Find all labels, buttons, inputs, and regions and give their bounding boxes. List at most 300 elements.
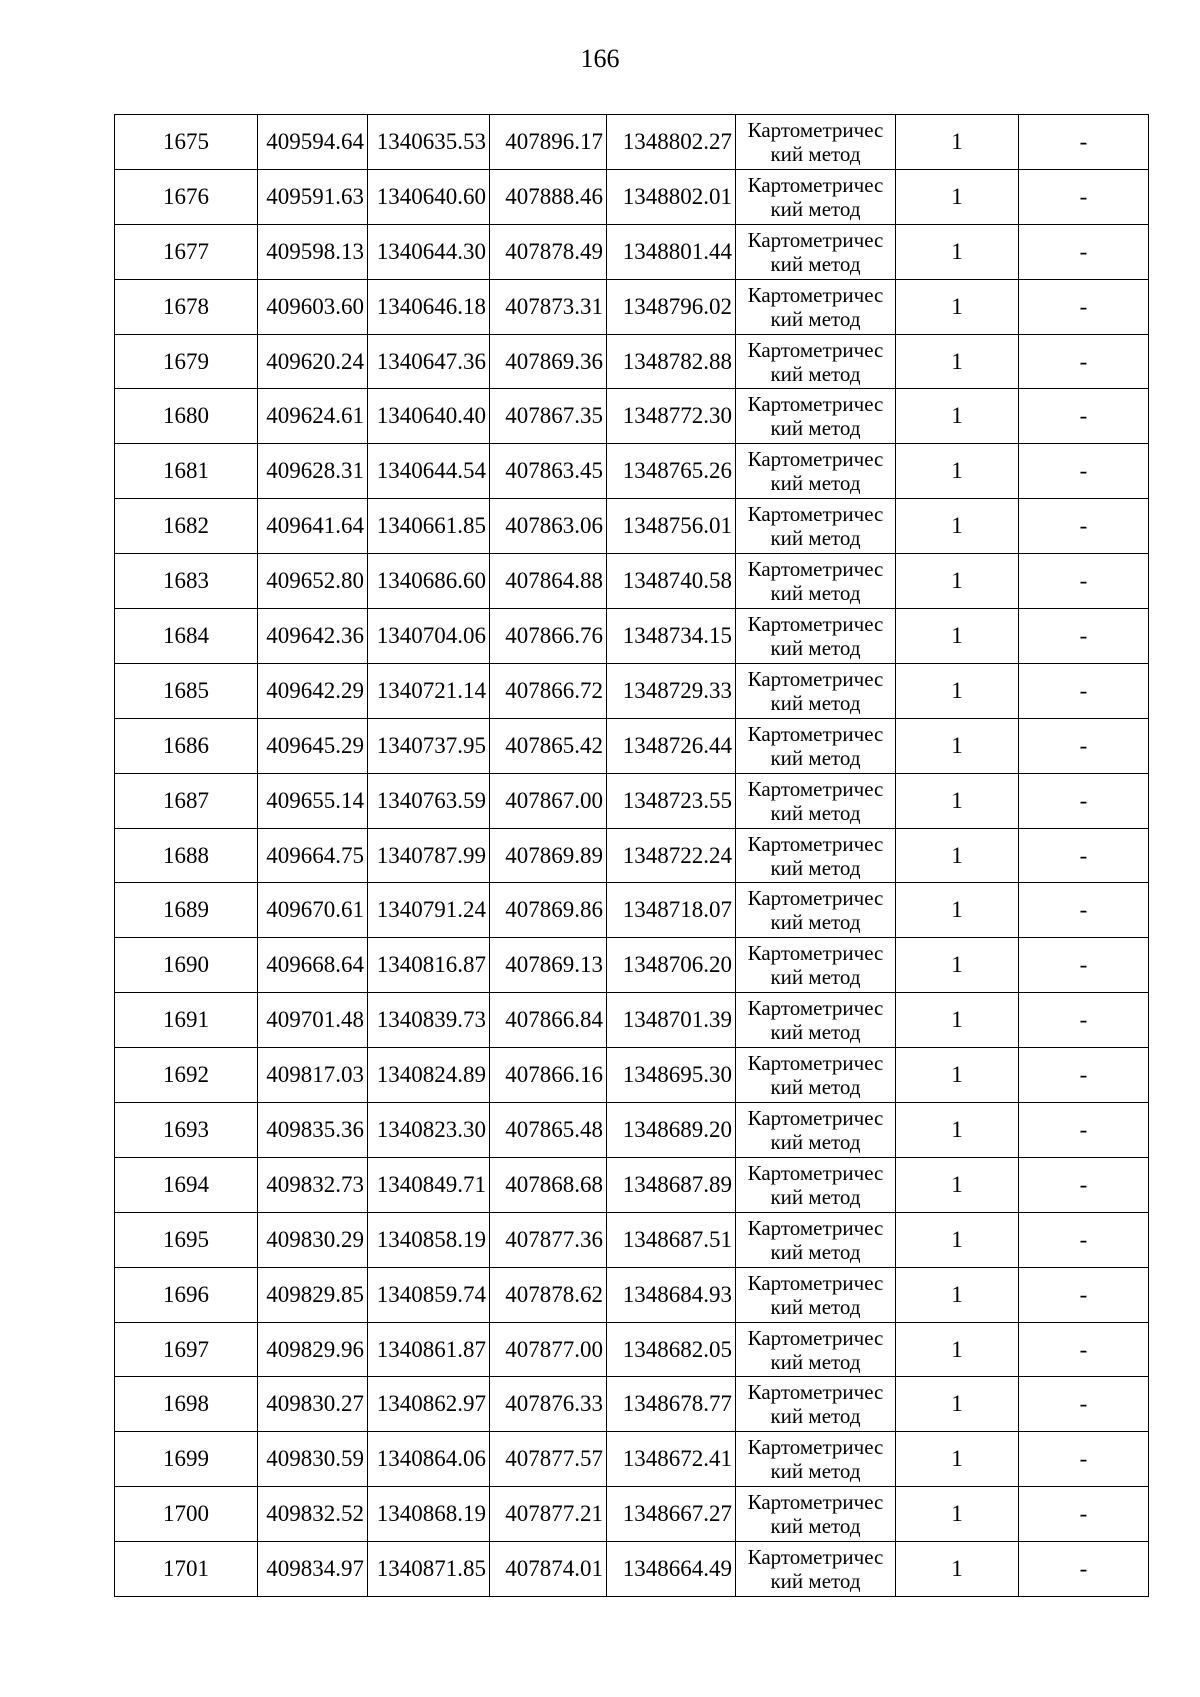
value-cell: 1 bbox=[896, 1487, 1019, 1542]
point-number-cell: 1679 bbox=[115, 334, 258, 389]
method-text-line2: кий метод bbox=[770, 1514, 861, 1539]
method-text-line2: кий метод bbox=[770, 416, 861, 441]
note-cell: - bbox=[1019, 1212, 1149, 1267]
method-text-line1: Картометричес bbox=[747, 1051, 884, 1076]
method-text-line1: Картометричес bbox=[747, 1215, 884, 1240]
method-text-line2: кий метод bbox=[770, 800, 861, 825]
point-number-cell: 1688 bbox=[115, 828, 258, 883]
table-row bbox=[115, 773, 1149, 828]
y2-coordinate-cell: 1348682.05 bbox=[607, 1322, 736, 1377]
note-cell: - bbox=[1019, 993, 1149, 1048]
method-cell bbox=[736, 224, 896, 279]
table-row bbox=[115, 499, 1149, 554]
y2-coordinate-cell: 1348687.89 bbox=[607, 1157, 736, 1212]
x1-coordinate-cell: 409670.61 bbox=[258, 883, 368, 938]
note-cell: - bbox=[1019, 499, 1149, 554]
method-text-line2: кий метод bbox=[770, 1020, 861, 1045]
point-number-cell: 1689 bbox=[115, 883, 258, 938]
point-number-cell: 1700 bbox=[115, 1487, 258, 1542]
method-cell bbox=[736, 1487, 896, 1542]
x2-coordinate-cell: 407873.31 bbox=[490, 279, 607, 334]
x1-coordinate-cell: 409701.48 bbox=[258, 993, 368, 1048]
method-text-line1: Картометричес bbox=[747, 1325, 884, 1350]
coordinates-table bbox=[114, 114, 1149, 1597]
y2-coordinate-cell: 1348740.58 bbox=[607, 554, 736, 609]
value-cell: 1 bbox=[896, 499, 1019, 554]
x1-coordinate-cell: 409832.52 bbox=[258, 1487, 368, 1542]
method-text-line2: кий метод bbox=[770, 690, 861, 715]
method-text-line1: Картометричес bbox=[747, 1545, 884, 1570]
point-number-cell: 1694 bbox=[115, 1157, 258, 1212]
point-number-cell: 1699 bbox=[115, 1432, 258, 1487]
y1-coordinate-cell: 1340737.95 bbox=[368, 718, 490, 773]
method-text-line2: кий метод bbox=[770, 1075, 861, 1100]
method-text-line1: Картометричес bbox=[747, 282, 884, 307]
method-cell bbox=[736, 828, 896, 883]
method-text-line2: кий метод bbox=[770, 1349, 861, 1374]
note-cell: - bbox=[1019, 1432, 1149, 1487]
x1-coordinate-cell: 409598.13 bbox=[258, 224, 368, 279]
y1-coordinate-cell: 1340644.30 bbox=[368, 224, 490, 279]
point-number-cell: 1681 bbox=[115, 444, 258, 499]
table-row bbox=[115, 883, 1149, 938]
note-cell: - bbox=[1019, 773, 1149, 828]
x2-coordinate-cell: 407877.00 bbox=[490, 1322, 607, 1377]
point-number-cell: 1680 bbox=[115, 389, 258, 444]
table-row bbox=[115, 1377, 1149, 1432]
method-cell bbox=[736, 169, 896, 224]
table-row bbox=[115, 1103, 1149, 1158]
y1-coordinate-cell: 1340646.18 bbox=[368, 279, 490, 334]
method-cell bbox=[736, 938, 896, 993]
method-cell bbox=[736, 1322, 896, 1377]
x1-coordinate-cell: 409642.29 bbox=[258, 663, 368, 718]
method-text-line2: кий метод bbox=[770, 1294, 861, 1319]
point-number-cell: 1678 bbox=[115, 279, 258, 334]
y1-coordinate-cell: 1340849.71 bbox=[368, 1157, 490, 1212]
method-text-line2: кий метод bbox=[770, 635, 861, 660]
note-cell: - bbox=[1019, 1487, 1149, 1542]
y1-coordinate-cell: 1340816.87 bbox=[368, 938, 490, 993]
point-number-cell: 1690 bbox=[115, 938, 258, 993]
value-cell: 1 bbox=[896, 444, 1019, 499]
y1-coordinate-cell: 1340644.54 bbox=[368, 444, 490, 499]
value-cell: 1 bbox=[896, 993, 1019, 1048]
y2-coordinate-cell: 1348706.20 bbox=[607, 938, 736, 993]
y2-coordinate-cell: 1348664.49 bbox=[607, 1542, 736, 1597]
method-text-line2: кий метод bbox=[770, 855, 861, 880]
x2-coordinate-cell: 407876.33 bbox=[490, 1377, 607, 1432]
point-number-cell: 1691 bbox=[115, 993, 258, 1048]
y2-coordinate-cell: 1348756.01 bbox=[607, 499, 736, 554]
table-row bbox=[115, 828, 1149, 883]
method-text-line1: Картометричес bbox=[747, 1435, 884, 1460]
value-cell: 1 bbox=[896, 279, 1019, 334]
y1-coordinate-cell: 1340661.85 bbox=[368, 499, 490, 554]
x2-coordinate-cell: 407877.36 bbox=[490, 1212, 607, 1267]
method-text-line2: кий метод bbox=[770, 910, 861, 935]
x1-coordinate-cell: 409829.96 bbox=[258, 1322, 368, 1377]
x2-coordinate-cell: 407874.01 bbox=[490, 1542, 607, 1597]
table-row bbox=[115, 115, 1149, 170]
method-text-line1: Картометричес bbox=[747, 1160, 884, 1185]
method-cell bbox=[736, 1267, 896, 1322]
table-row bbox=[115, 938, 1149, 993]
y2-coordinate-cell: 1348687.51 bbox=[607, 1212, 736, 1267]
y1-coordinate-cell: 1340686.60 bbox=[368, 554, 490, 609]
method-text-line2: кий метод bbox=[770, 1459, 861, 1484]
value-cell: 1 bbox=[896, 1048, 1019, 1103]
x1-coordinate-cell: 409830.59 bbox=[258, 1432, 368, 1487]
y1-coordinate-cell: 1340861.87 bbox=[368, 1322, 490, 1377]
method-text-line2: кий метод bbox=[770, 526, 861, 551]
method-cell bbox=[736, 773, 896, 828]
y1-coordinate-cell: 1340763.59 bbox=[368, 773, 490, 828]
x1-coordinate-cell: 409668.64 bbox=[258, 938, 368, 993]
x2-coordinate-cell: 407866.76 bbox=[490, 609, 607, 664]
x2-coordinate-cell: 407865.42 bbox=[490, 718, 607, 773]
value-cell: 1 bbox=[896, 1267, 1019, 1322]
method-cell bbox=[736, 1542, 896, 1597]
x1-coordinate-cell: 409652.80 bbox=[258, 554, 368, 609]
value-cell: 1 bbox=[896, 1542, 1019, 1597]
point-number-cell: 1676 bbox=[115, 169, 258, 224]
method-text-line2: кий метод bbox=[770, 965, 861, 990]
point-number-cell: 1685 bbox=[115, 663, 258, 718]
y1-coordinate-cell: 1340858.19 bbox=[368, 1212, 490, 1267]
table-row bbox=[115, 1212, 1149, 1267]
x1-coordinate-cell: 409829.85 bbox=[258, 1267, 368, 1322]
value-cell: 1 bbox=[896, 224, 1019, 279]
note-cell: - bbox=[1019, 883, 1149, 938]
x2-coordinate-cell: 407866.72 bbox=[490, 663, 607, 718]
y1-coordinate-cell: 1340859.74 bbox=[368, 1267, 490, 1322]
note-cell: - bbox=[1019, 1157, 1149, 1212]
y1-coordinate-cell: 1340868.19 bbox=[368, 1487, 490, 1542]
table-row bbox=[115, 389, 1149, 444]
point-number-cell: 1697 bbox=[115, 1322, 258, 1377]
table-row bbox=[115, 1048, 1149, 1103]
note-cell: - bbox=[1019, 1267, 1149, 1322]
note-cell: - bbox=[1019, 279, 1149, 334]
method-text-line2: кий метод bbox=[770, 251, 861, 276]
y1-coordinate-cell: 1340839.73 bbox=[368, 993, 490, 1048]
x2-coordinate-cell: 407878.49 bbox=[490, 224, 607, 279]
note-cell: - bbox=[1019, 115, 1149, 170]
y2-coordinate-cell: 1348796.02 bbox=[607, 279, 736, 334]
y1-coordinate-cell: 1340791.24 bbox=[368, 883, 490, 938]
method-text-line1: Картометричес bbox=[747, 117, 884, 142]
method-cell bbox=[736, 115, 896, 170]
note-cell: - bbox=[1019, 1103, 1149, 1158]
note-cell: - bbox=[1019, 389, 1149, 444]
method-text-line1: Картометричес bbox=[747, 1490, 884, 1515]
method-text-line1: Картометричес bbox=[747, 172, 884, 197]
x2-coordinate-cell: 407865.48 bbox=[490, 1103, 607, 1158]
x1-coordinate-cell: 409642.36 bbox=[258, 609, 368, 664]
x1-coordinate-cell: 409834.97 bbox=[258, 1542, 368, 1597]
table-row bbox=[115, 1487, 1149, 1542]
method-cell bbox=[736, 389, 896, 444]
y1-coordinate-cell: 1340871.85 bbox=[368, 1542, 490, 1597]
note-cell: - bbox=[1019, 828, 1149, 883]
table-row bbox=[115, 1157, 1149, 1212]
y2-coordinate-cell: 1348802.27 bbox=[607, 115, 736, 170]
x1-coordinate-cell: 409664.75 bbox=[258, 828, 368, 883]
x1-coordinate-cell: 409603.60 bbox=[258, 279, 368, 334]
y2-coordinate-cell: 1348772.30 bbox=[607, 389, 736, 444]
y2-coordinate-cell: 1348684.93 bbox=[607, 1267, 736, 1322]
y1-coordinate-cell: 1340647.36 bbox=[368, 334, 490, 389]
y1-coordinate-cell: 1340704.06 bbox=[368, 609, 490, 664]
x2-coordinate-cell: 407867.00 bbox=[490, 773, 607, 828]
y1-coordinate-cell: 1340864.06 bbox=[368, 1432, 490, 1487]
method-text-line1: Картометричес bbox=[747, 831, 884, 856]
method-text-line2: кий метод bbox=[770, 581, 861, 606]
method-text-line2: кий метод bbox=[770, 361, 861, 386]
note-cell: - bbox=[1019, 444, 1149, 499]
note-cell: - bbox=[1019, 334, 1149, 389]
x1-coordinate-cell: 409645.29 bbox=[258, 718, 368, 773]
point-number-cell: 1683 bbox=[115, 554, 258, 609]
y2-coordinate-cell: 1348667.27 bbox=[607, 1487, 736, 1542]
y1-coordinate-cell: 1340721.14 bbox=[368, 663, 490, 718]
method-text-line1: Картометричес bbox=[747, 721, 884, 746]
table-row bbox=[115, 663, 1149, 718]
y2-coordinate-cell: 1348678.77 bbox=[607, 1377, 736, 1432]
value-cell: 1 bbox=[896, 663, 1019, 718]
y2-coordinate-cell: 1348718.07 bbox=[607, 883, 736, 938]
y2-coordinate-cell: 1348722.24 bbox=[607, 828, 736, 883]
table-body bbox=[115, 115, 1149, 1597]
method-text-line2: кий метод bbox=[770, 141, 861, 166]
method-cell bbox=[736, 499, 896, 554]
table-row bbox=[115, 444, 1149, 499]
y2-coordinate-cell: 1348729.33 bbox=[607, 663, 736, 718]
method-cell bbox=[736, 718, 896, 773]
method-cell bbox=[736, 1212, 896, 1267]
note-cell: - bbox=[1019, 224, 1149, 279]
method-text-line1: Картометричес bbox=[747, 1380, 884, 1405]
method-text-line1: Картометричес bbox=[747, 502, 884, 527]
x1-coordinate-cell: 409835.36 bbox=[258, 1103, 368, 1158]
x2-coordinate-cell: 407863.06 bbox=[490, 499, 607, 554]
y2-coordinate-cell: 1348695.30 bbox=[607, 1048, 736, 1103]
table-row bbox=[115, 993, 1149, 1048]
y2-coordinate-cell: 1348734.15 bbox=[607, 609, 736, 664]
x2-coordinate-cell: 407863.45 bbox=[490, 444, 607, 499]
method-cell bbox=[736, 663, 896, 718]
method-text-line1: Картометричес bbox=[747, 941, 884, 966]
point-number-cell: 1677 bbox=[115, 224, 258, 279]
method-cell bbox=[736, 279, 896, 334]
x1-coordinate-cell: 409830.29 bbox=[258, 1212, 368, 1267]
method-text-line2: кий метод bbox=[770, 1569, 861, 1594]
method-cell bbox=[736, 444, 896, 499]
y2-coordinate-cell: 1348765.26 bbox=[607, 444, 736, 499]
x2-coordinate-cell: 407864.88 bbox=[490, 554, 607, 609]
y1-coordinate-cell: 1340787.99 bbox=[368, 828, 490, 883]
y2-coordinate-cell: 1348723.55 bbox=[607, 773, 736, 828]
point-number-cell: 1675 bbox=[115, 115, 258, 170]
y2-coordinate-cell: 1348689.20 bbox=[607, 1103, 736, 1158]
value-cell: 1 bbox=[896, 1322, 1019, 1377]
value-cell: 1 bbox=[896, 1377, 1019, 1432]
method-text-line1: Картометричес bbox=[747, 447, 884, 472]
value-cell: 1 bbox=[896, 1432, 1019, 1487]
note-cell: - bbox=[1019, 1322, 1149, 1377]
method-text-line2: кий метод bbox=[770, 1129, 861, 1154]
x2-coordinate-cell: 407896.17 bbox=[490, 115, 607, 170]
method-cell bbox=[736, 1377, 896, 1432]
table-row bbox=[115, 609, 1149, 664]
method-text-line2: кий метод bbox=[770, 1184, 861, 1209]
method-text-line1: Картометричес bbox=[747, 611, 884, 636]
x1-coordinate-cell: 409817.03 bbox=[258, 1048, 368, 1103]
value-cell: 1 bbox=[896, 718, 1019, 773]
method-text-line1: Картометричес bbox=[747, 666, 884, 691]
value-cell: 1 bbox=[896, 389, 1019, 444]
y1-coordinate-cell: 1340640.40 bbox=[368, 389, 490, 444]
method-text-line2: кий метод bbox=[770, 306, 861, 331]
x2-coordinate-cell: 407877.21 bbox=[490, 1487, 607, 1542]
note-cell: - bbox=[1019, 169, 1149, 224]
x1-coordinate-cell: 409628.31 bbox=[258, 444, 368, 499]
x1-coordinate-cell: 409620.24 bbox=[258, 334, 368, 389]
x2-coordinate-cell: 407866.16 bbox=[490, 1048, 607, 1103]
y1-coordinate-cell: 1340640.60 bbox=[368, 169, 490, 224]
y2-coordinate-cell: 1348672.41 bbox=[607, 1432, 736, 1487]
x2-coordinate-cell: 407867.35 bbox=[490, 389, 607, 444]
note-cell: - bbox=[1019, 663, 1149, 718]
x1-coordinate-cell: 409594.64 bbox=[258, 115, 368, 170]
y2-coordinate-cell: 1348782.88 bbox=[607, 334, 736, 389]
note-cell: - bbox=[1019, 1542, 1149, 1597]
value-cell: 1 bbox=[896, 115, 1019, 170]
y2-coordinate-cell: 1348726.44 bbox=[607, 718, 736, 773]
value-cell: 1 bbox=[896, 554, 1019, 609]
method-text-line1: Картометричес bbox=[747, 557, 884, 582]
y2-coordinate-cell: 1348701.39 bbox=[607, 993, 736, 1048]
note-cell: - bbox=[1019, 554, 1149, 609]
note-cell: - bbox=[1019, 609, 1149, 664]
x2-coordinate-cell: 407877.57 bbox=[490, 1432, 607, 1487]
point-number-cell: 1682 bbox=[115, 499, 258, 554]
method-text-line1: Картометричес bbox=[747, 1270, 884, 1295]
table-row bbox=[115, 1542, 1149, 1597]
y1-coordinate-cell: 1340862.97 bbox=[368, 1377, 490, 1432]
point-number-cell: 1684 bbox=[115, 609, 258, 664]
x2-coordinate-cell: 407869.86 bbox=[490, 883, 607, 938]
method-text-line2: кий метод bbox=[770, 1239, 861, 1264]
x2-coordinate-cell: 407869.89 bbox=[490, 828, 607, 883]
x1-coordinate-cell: 409830.27 bbox=[258, 1377, 368, 1432]
method-cell bbox=[736, 334, 896, 389]
method-text-line1: Картометричес bbox=[747, 1105, 884, 1130]
point-number-cell: 1698 bbox=[115, 1377, 258, 1432]
point-number-cell: 1696 bbox=[115, 1267, 258, 1322]
x2-coordinate-cell: 407878.62 bbox=[490, 1267, 607, 1322]
value-cell: 1 bbox=[896, 883, 1019, 938]
x2-coordinate-cell: 407869.36 bbox=[490, 334, 607, 389]
point-number-cell: 1695 bbox=[115, 1212, 258, 1267]
method-text-line1: Картометричес bbox=[747, 227, 884, 252]
table-row bbox=[115, 554, 1149, 609]
page-number: 166 bbox=[580, 44, 620, 73]
value-cell: 1 bbox=[896, 609, 1019, 664]
x2-coordinate-cell: 407868.68 bbox=[490, 1157, 607, 1212]
point-number-cell: 1692 bbox=[115, 1048, 258, 1103]
x2-coordinate-cell: 407869.13 bbox=[490, 938, 607, 993]
note-cell: - bbox=[1019, 718, 1149, 773]
method-cell bbox=[736, 883, 896, 938]
x1-coordinate-cell: 409655.14 bbox=[258, 773, 368, 828]
value-cell: 1 bbox=[896, 169, 1019, 224]
y2-coordinate-cell: 1348802.01 bbox=[607, 169, 736, 224]
y1-coordinate-cell: 1340823.30 bbox=[368, 1103, 490, 1158]
method-text-line1: Картометричес bbox=[747, 886, 884, 911]
method-text-line2: кий метод bbox=[770, 471, 861, 496]
table-row bbox=[115, 169, 1149, 224]
y1-coordinate-cell: 1340824.89 bbox=[368, 1048, 490, 1103]
value-cell: 1 bbox=[896, 938, 1019, 993]
point-number-cell: 1687 bbox=[115, 773, 258, 828]
method-text-line1: Картометричес bbox=[747, 337, 884, 362]
value-cell: 1 bbox=[896, 828, 1019, 883]
table-row bbox=[115, 1432, 1149, 1487]
method-text-line2: кий метод bbox=[770, 196, 861, 221]
method-text-line1: Картометричес bbox=[747, 996, 884, 1021]
table-row bbox=[115, 224, 1149, 279]
table-row bbox=[115, 1322, 1149, 1377]
table-row bbox=[115, 1267, 1149, 1322]
x2-coordinate-cell: 407866.84 bbox=[490, 993, 607, 1048]
method-text-line1: Картометричес bbox=[747, 776, 884, 801]
note-cell: - bbox=[1019, 1377, 1149, 1432]
point-number-cell: 1686 bbox=[115, 718, 258, 773]
method-cell bbox=[736, 1157, 896, 1212]
point-number-cell: 1693 bbox=[115, 1103, 258, 1158]
value-cell: 1 bbox=[896, 1103, 1019, 1158]
value-cell: 1 bbox=[896, 773, 1019, 828]
table-row bbox=[115, 718, 1149, 773]
note-cell: - bbox=[1019, 1048, 1149, 1103]
table-row bbox=[115, 279, 1149, 334]
method-text-line2: кий метод bbox=[770, 1404, 861, 1429]
table-row bbox=[115, 334, 1149, 389]
value-cell: 1 bbox=[896, 334, 1019, 389]
x1-coordinate-cell: 409591.63 bbox=[258, 169, 368, 224]
x1-coordinate-cell: 409624.61 bbox=[258, 389, 368, 444]
method-cell bbox=[736, 993, 896, 1048]
method-cell bbox=[736, 1048, 896, 1103]
note-cell: - bbox=[1019, 938, 1149, 993]
value-cell: 1 bbox=[896, 1212, 1019, 1267]
method-cell bbox=[736, 1103, 896, 1158]
x1-coordinate-cell: 409832.73 bbox=[258, 1157, 368, 1212]
method-text-line1: Картометричес bbox=[747, 392, 884, 417]
point-number-cell: 1701 bbox=[115, 1542, 258, 1597]
y2-coordinate-cell: 1348801.44 bbox=[607, 224, 736, 279]
method-cell bbox=[736, 554, 896, 609]
method-text-line2: кий метод bbox=[770, 745, 861, 770]
x2-coordinate-cell: 407888.46 bbox=[490, 169, 607, 224]
y1-coordinate-cell: 1340635.53 bbox=[368, 115, 490, 170]
method-cell bbox=[736, 609, 896, 664]
method-cell bbox=[736, 1432, 896, 1487]
value-cell: 1 bbox=[896, 1157, 1019, 1212]
x1-coordinate-cell: 409641.64 bbox=[258, 499, 368, 554]
